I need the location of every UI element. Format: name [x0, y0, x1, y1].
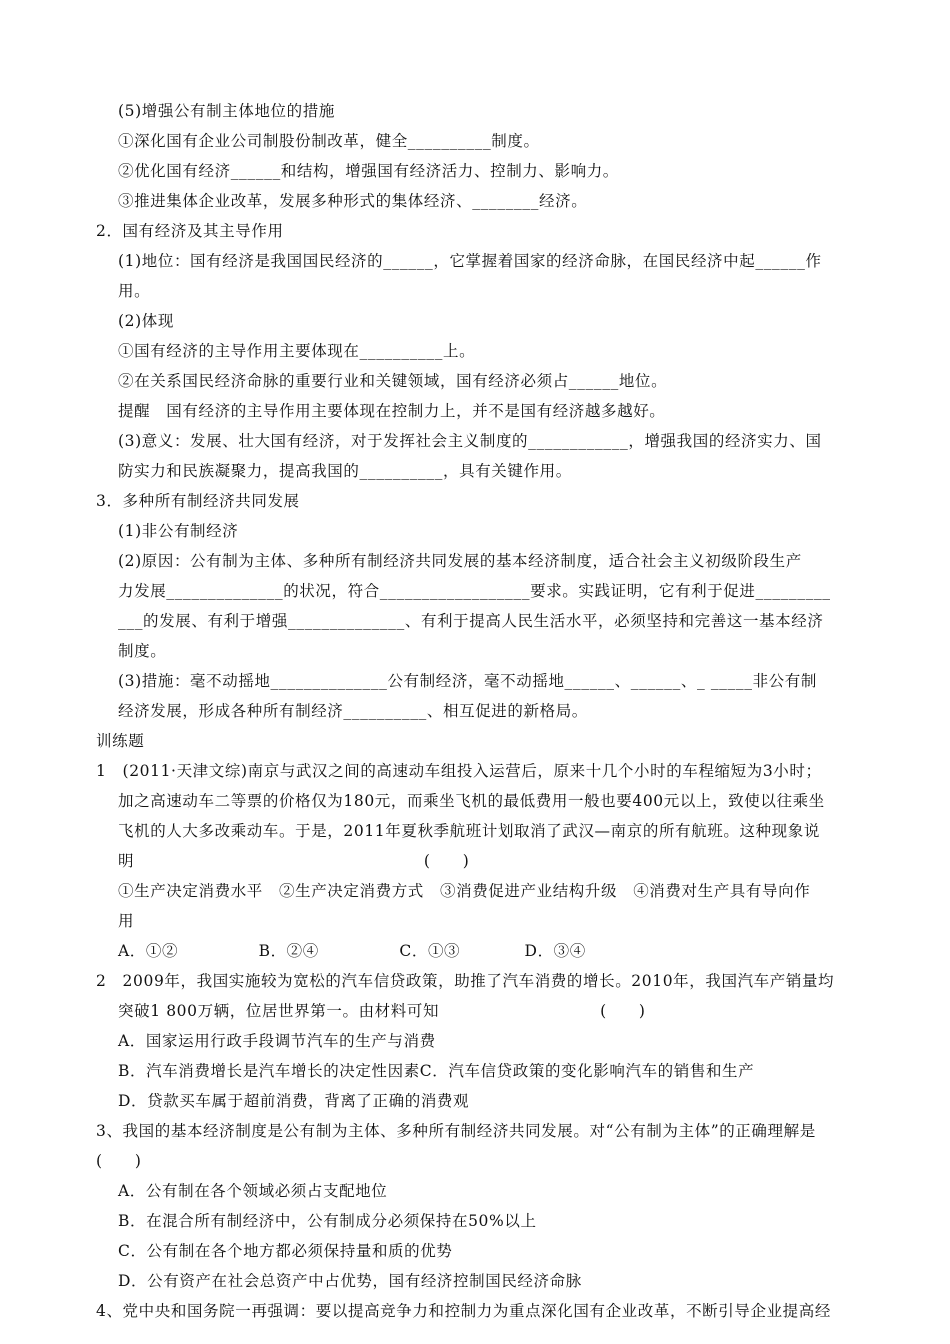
answer-option: C．公有制在各个地方都必须保持量和质的优势 — [118, 1242, 453, 1260]
answer-option: B．汽车消费增长是汽车增长的决定性因素C．汽车信贷政策的变化影响汽车的销售和生产 — [118, 1062, 755, 1080]
question: 2 2009年，我国实施较为宽松的汽车信贷政策，助推了汽车消费的增长。2010年，我国汽车产销量均 — [96, 972, 835, 990]
section-heading: 3．多种所有制经济共同发展 — [96, 492, 300, 510]
answer-option: A．公有制在各个领域必须占支配地位 — [118, 1182, 388, 1200]
line: 提醒 国有经济的主导作用主要体现在控制力上，并不是国有经济越多越好。 — [118, 402, 666, 420]
line: ②在关系国民经济命脉的重要行业和关键领域，国有经济必须占______地位。 — [118, 372, 668, 390]
line: ___的发展、有利于增强______________、有利于提高人民生活水平，必须坚持和完善这一基本经济 — [118, 612, 824, 630]
line: ③推进集体企业改革，发展多种形式的集体经济、________经济。 — [118, 192, 588, 210]
question: 3、我国的基本经济制度是公有制为主体、多种所有制经济共同发展。对“公有制为主体”的正确理解是 — [96, 1122, 816, 1140]
line: 经济发展，形成各种所有制经济__________、相互促进的新格局。 — [118, 702, 588, 720]
line: ①深化国有企业公司制股份制改革，健全__________制度。 — [118, 132, 540, 150]
line: (5)增强公有制主体地位的措施 — [118, 102, 335, 120]
line: ②优化国有经济______和结构，增强国有经济活力、控制力、影响力。 — [118, 162, 619, 180]
line: (3)措施：毫不动摇地______________公有制经济，毫不动摇地______、______、_ _____非公有制 — [118, 672, 817, 690]
line: (1)非公有制经济 — [118, 522, 239, 540]
answer-option: B．在混合所有制经济中，公有制成分必须保持在50%以上 — [118, 1212, 537, 1230]
line: (1)地位：国有经济是我国国民经济的______，它掌握着国家的经济命脉，在国民经济中起______作 — [118, 252, 822, 270]
line: 制度。 — [118, 642, 167, 660]
line: (2)原因：公有制为主体、多种所有制经济共同发展的基本经济制度，适合社会主义初级阶段生产 — [118, 552, 802, 570]
line: 用 — [118, 912, 135, 930]
answer-option: D．公有资产在社会总资产中占优势，国有经济控制国民经济命脉 — [118, 1272, 582, 1290]
line: ( ) — [96, 1152, 142, 1170]
line: 明 ( ) — [118, 852, 470, 870]
line: ①生产决定消费水平 ②生产决定消费方式 ③消费促进产业结构升级 ④消费对生产具有导向作 — [118, 882, 811, 900]
section-heading: 2．国有经济及其主导作用 — [96, 222, 284, 240]
line: 力发展______________的状况，符合__________________要求。实践证明，它有利于促进_________ — [118, 582, 831, 600]
line: (3)意义：发展、壮大国有经济，对于发挥社会主义制度的____________，增强我国的经济实力、国 — [118, 432, 822, 450]
line: 突破1 800万辆，位居世界第一。由材料可知 ( ) — [118, 1002, 646, 1020]
answer-option: A．国家运用行政手段调节汽车的生产与消费 — [118, 1032, 436, 1050]
answer-option: D．贷款买车属于超前消费，背离了正确的消费观 — [118, 1092, 470, 1110]
section-heading: 训练题 — [96, 732, 145, 750]
line: 防实力和民族凝聚力，提高我国的__________，具有关键作用。 — [118, 462, 572, 480]
answer-options: A．①② B．②④ C．①③ D．③④ — [118, 942, 586, 960]
question: 1 (2011·天津文综)南京与武汉之间的高速动车组投入运营后，原来十几个小时的车程缩短为3小时； — [96, 762, 822, 780]
line: (2)体现 — [118, 312, 174, 330]
line: 飞机的人大多改乘动车。于是，2011年夏秋季航班计划取消了武汉—南京的所有航班。这种现象说 — [118, 822, 820, 840]
line: ①国有经济的主导作用主要体现在__________上。 — [118, 342, 476, 360]
line: 加之高速动车二等票的价格仅为180元，而乘坐飞机的最低费用一般也要400元以上，致使以往乘坐 — [118, 792, 825, 810]
question: 4、党中央和国务院一再强调：要以提高竞争力和控制力为重点深化国有企业改革，不断引导企业提高经 — [96, 1302, 831, 1320]
line: 用。 — [118, 282, 151, 300]
